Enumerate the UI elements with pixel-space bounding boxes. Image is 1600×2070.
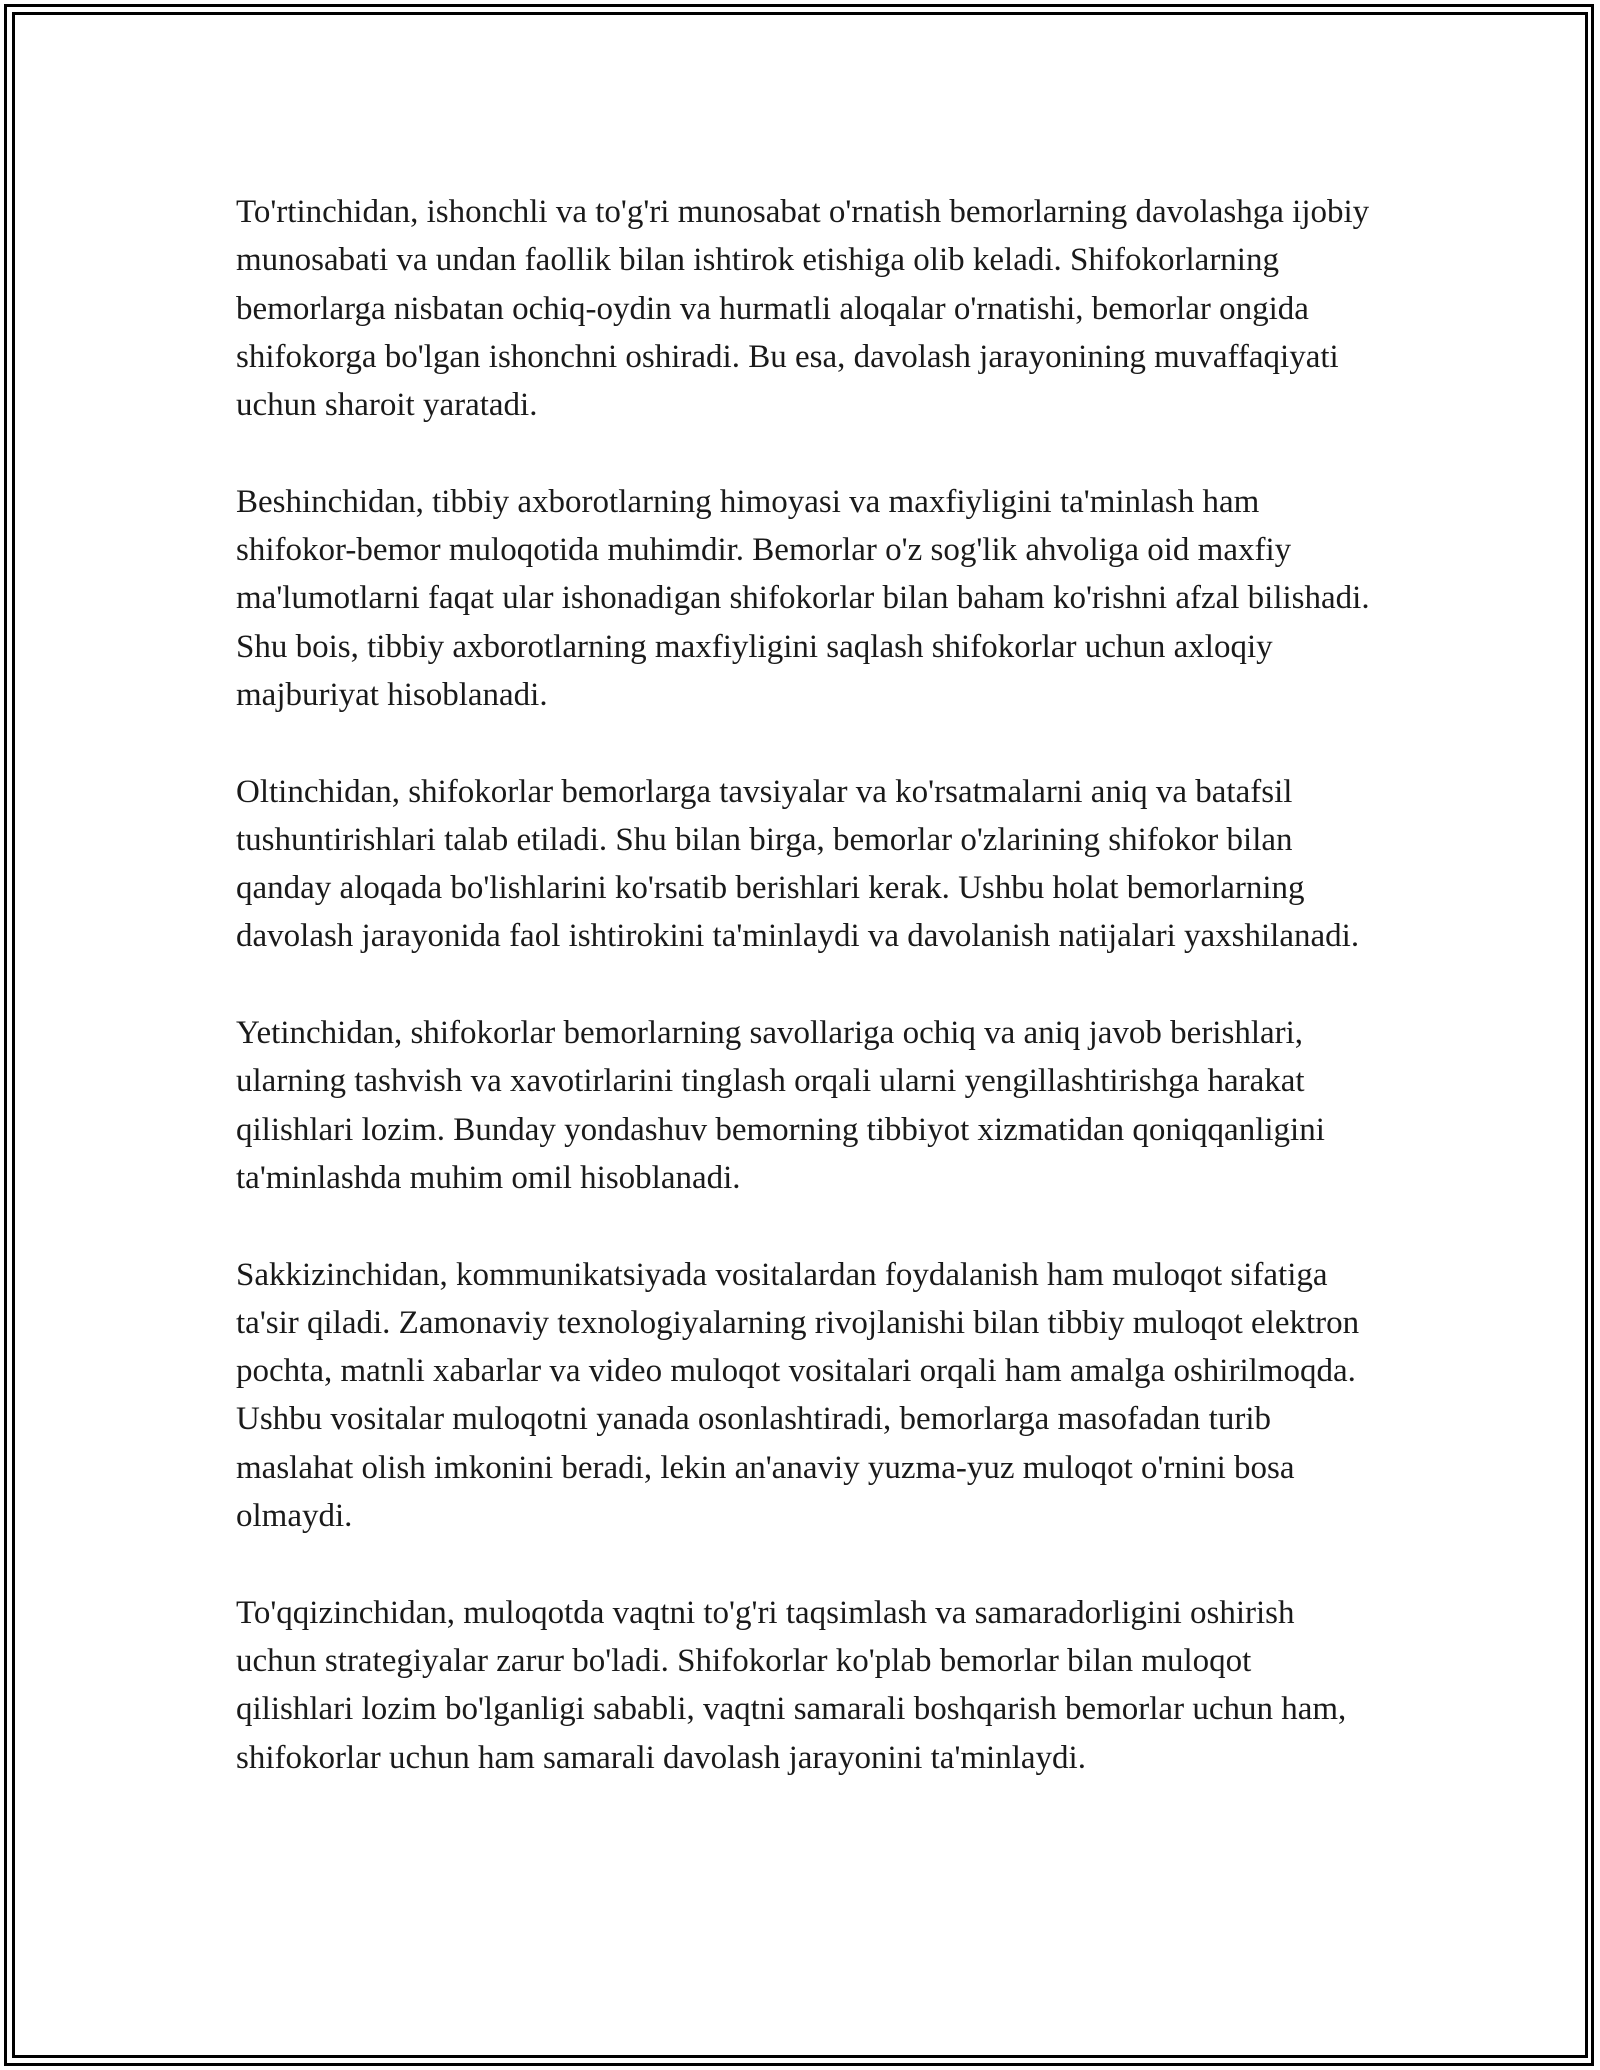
document-body	[236, 188, 1376, 1782]
paragraph-fourth: To'rtinchidan, ishonchli va to'g'ri munosabat o'rnatish bemorlarning davolashga ijobiy munosabati va undan faollik bilan ishtirok etishiga olib keladi. Shifokorlarning bemorlarga nisbatan ochiq-oydin va hurmatli aloqalar o'rnatishi, bemorlar ongida shifokorga bo'lgan ishonchni oshiradi. Bu esa, davolash jarayonining muvaffaqiyati uchun sharoit yaratadi.	[236, 194, 1370, 424]
paragraph-eighth: Sakkizinchidan, kommunikatsiyada vositalardan foydalanish ham muloqot sifatiga ta'sir qiladi. Zamonaviy texnologiyalarning rivojlanishi bilan tibbiy muloqot elektron pochta, matnli xabarlar va video muloqot vositalari orqali ham amalga oshirilmoqda. Ushbu vositalar muloqotni yanada osonlashtiradi, bemorlarga masofadan turib maslahat olish imkonini beradi, lekin an'anaviy yuzma-yuz muloqot o'rnini bosa olmaydi.	[236, 1256, 1360, 1535]
paragraph-sixth: Oltinchidan, shifokorlar bemorlarga tavsiyalar va ko'rsatmalarni aniq va batafsil tushuntirishlari talab etiladi. Shu bilan birga, bemorlar o'zlarining shifokor bilan qanday aloqada bo'lishlarini ko'rsatib berishlari kerak. Ushbu holat bemorlarning davolash jarayonida faol ishtirokini ta'minlaydi va davolanish natijalari yaxshilanadi.	[236, 773, 1360, 955]
paragraph-ninth: To'qqizinchidan, muloqotda vaqtni to'g'ri taqsimlash va samaradorligini oshirish uchun strategiyalar zarur bo'ladi. Shifokorlar ko'plab bemorlar bilan muloqot qilishlari lozim bo'lganligi sababli, vaqtni samarali boshqarish bemorlar uchun ham, shifokorlar uchun ham samarali davolash jarayonini ta'minlaydi.	[236, 1594, 1347, 1776]
paragraph-fifth: Beshinchidan, tibbiy axborotlarning himoyasi va maxfiyligini ta'minlash ham shifokor-bemor muloqotida muhimdir. Bemorlar o'z sog'lik ahvoliga oid maxfiy ma'lumotlarni faqat ular ishonadigan shifokorlar bilan baham ko'rishni afzal bilishadi. Shu bois, tibbiy axborotlarning maxfiyligini saqlash shifokorlar uchun axloqiy majburiyat hisoblanadi.	[236, 483, 1370, 713]
paragraph-seventh: Yetinchidan, shifokorlar bemorlarning savollariga ochiq va aniq javob berishlari, ularning tashvish va xavotirlarini tinglash orqali ularni yengillashtirishga harakat qilishlari lozim. Bunday yondashuv bemorning tibbiyot xizmatidan qoniqqanligini ta'minlashda muhim omil hisoblanadi.	[236, 1015, 1325, 1196]
